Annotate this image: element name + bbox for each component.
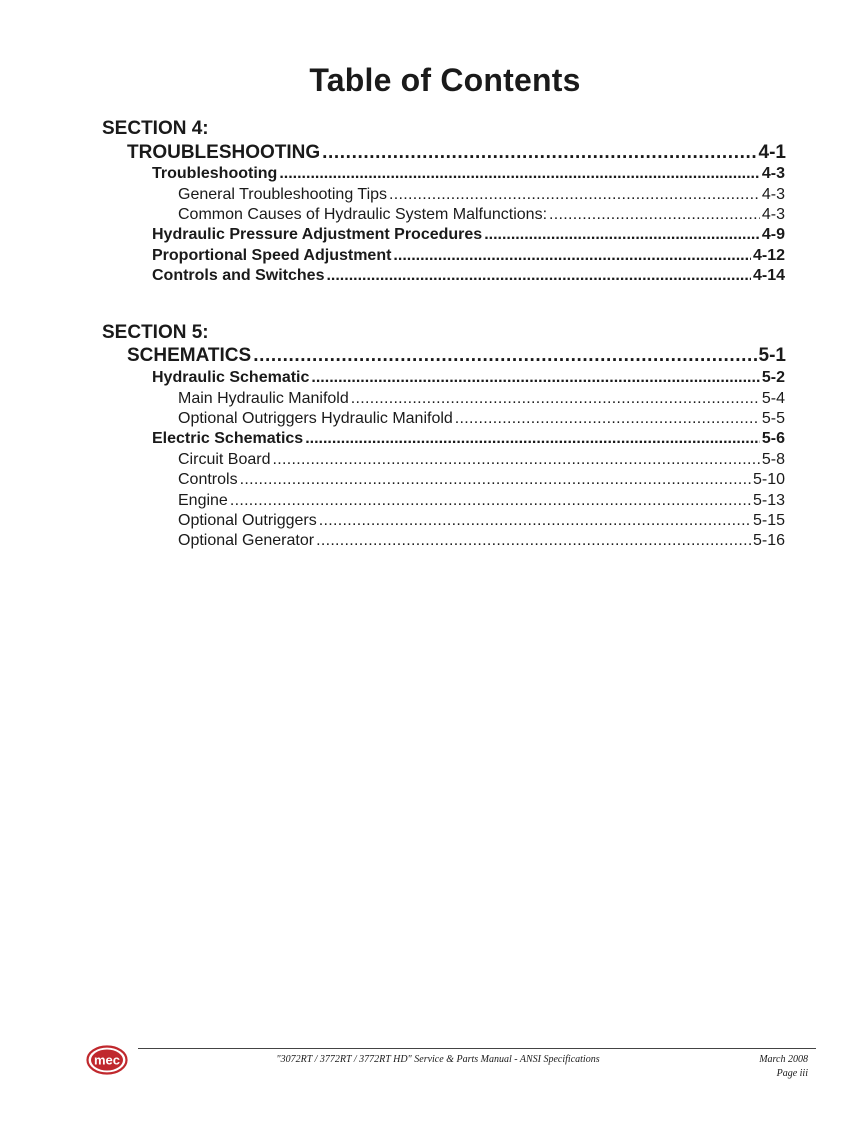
section-5-header: SECTION 5: <box>102 322 209 343</box>
leader-dots <box>311 369 759 387</box>
toc-entry-page: 4-9 <box>761 226 785 243</box>
toc-entry[interactable] <box>178 492 785 510</box>
toc-entry-label: Troubleshooting <box>152 165 278 182</box>
mec-logo <box>86 1045 128 1075</box>
leader-dots <box>319 512 751 530</box>
toc-entry[interactable] <box>178 410 785 428</box>
toc-entry[interactable] <box>152 267 785 285</box>
toc-entry-page: 5-5 <box>761 410 785 427</box>
toc-entry-page: 5-10 <box>752 471 785 488</box>
toc-entry-page: 4-3 <box>761 186 785 203</box>
footer-manual-title: "3072RT / 3772RT / 3772RT HD" Service & Parts Manual - ANSI Specifications <box>276 1054 600 1065</box>
toc-entry-label: Controls and Switches <box>152 267 325 284</box>
toc-entry-label: Optional Outriggers Hydraulic Manifold <box>178 410 453 427</box>
section-4-header: SECTION 4: <box>102 118 209 139</box>
leader-dots <box>253 345 756 367</box>
toc-entry[interactable] <box>178 390 785 408</box>
footer-page-number: Page iii <box>776 1068 808 1079</box>
toc-entry[interactable] <box>152 430 785 448</box>
toc-entry-page: 5-13 <box>752 492 785 509</box>
toc-entry[interactable] <box>127 345 786 367</box>
toc-entry[interactable] <box>178 451 785 469</box>
toc-entry[interactable] <box>178 471 785 489</box>
leader-dots <box>326 267 751 285</box>
toc-entry[interactable] <box>152 226 785 244</box>
svg-text:mec: mec <box>93 1052 121 1068</box>
toc-entry[interactable] <box>127 142 786 164</box>
footer-rule <box>138 1048 816 1049</box>
toc-entry-label: Engine <box>178 492 228 509</box>
leader-dots <box>455 410 760 428</box>
toc-entry-page: 5-8 <box>761 451 785 468</box>
leader-dots <box>230 492 751 510</box>
toc-entry-label: Controls <box>178 471 238 488</box>
toc-entry[interactable] <box>178 206 785 224</box>
toc-entry-page: 5-6 <box>761 430 785 447</box>
leader-dots <box>484 226 760 244</box>
toc-entry-page: 4-14 <box>752 267 785 284</box>
toc-entry-label: General Troubleshooting Tips <box>178 186 388 203</box>
toc-entry-page: 5-4 <box>761 390 785 407</box>
toc-entry-page: 5-16 <box>752 532 785 549</box>
toc-entry[interactable] <box>152 165 785 183</box>
toc-entry-label: Optional Outriggers <box>178 512 317 529</box>
leader-dots <box>549 206 760 224</box>
toc-entry[interactable] <box>178 532 785 550</box>
footer-date: March 2008 <box>759 1054 808 1065</box>
toc-entry-page: 5-2 <box>761 369 785 386</box>
leader-dots <box>322 142 756 164</box>
toc-entry-label: Hydraulic Pressure Adjustment Procedures <box>152 226 483 243</box>
leader-dots <box>240 471 751 489</box>
toc-entry-page: 4-12 <box>752 247 785 264</box>
toc-entry-page: 5-1 <box>758 345 786 366</box>
toc-entry-label: Main Hydraulic Manifold <box>178 390 349 407</box>
toc-entry[interactable] <box>178 512 785 530</box>
toc-entry-label: Electric Schematics <box>152 430 304 447</box>
toc-entry-label: Optional Generator <box>178 532 315 549</box>
toc-entry-page: 4-3 <box>761 165 785 182</box>
leader-dots <box>305 430 760 448</box>
leader-dots <box>272 451 759 469</box>
leader-dots <box>389 186 760 204</box>
toc-entry-page: 5-15 <box>752 512 785 529</box>
leader-dots <box>316 532 751 550</box>
toc-entry-label: Common Causes of Hydraulic System Malfunctions: <box>178 206 548 223</box>
toc-entry-label: TROUBLESHOOTING <box>127 142 321 163</box>
toc-entry-label: Proportional Speed Adjustment <box>152 247 392 264</box>
toc-entry-label: Circuit Board <box>178 451 271 468</box>
leader-dots <box>393 247 751 265</box>
leader-dots <box>351 390 760 408</box>
toc-entry-page: 4-1 <box>758 142 786 163</box>
toc-entry[interactable] <box>152 247 785 265</box>
toc-entry[interactable] <box>152 369 785 387</box>
toc-entry-label: Hydraulic Schematic <box>152 369 310 386</box>
toc-entry[interactable] <box>178 186 785 204</box>
toc-entry-label: SCHEMATICS <box>127 345 252 366</box>
page-title: Table of Contents <box>309 62 581 98</box>
toc-entry-page: 4-3 <box>761 206 785 223</box>
leader-dots <box>279 165 760 183</box>
